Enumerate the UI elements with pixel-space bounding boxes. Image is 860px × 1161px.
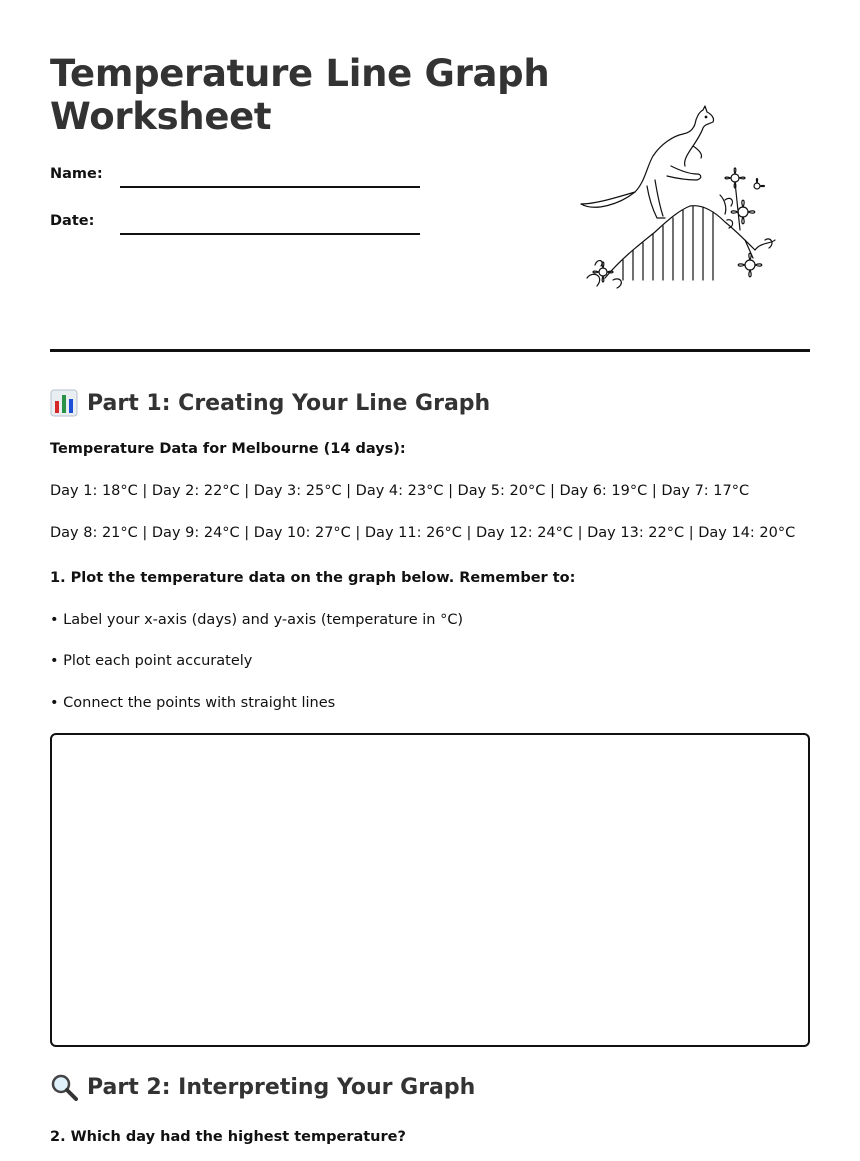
bar-chart-icon [50,389,78,417]
name-label: Name: [50,166,103,182]
date-field[interactable] [120,233,420,235]
graph-area[interactable] [50,733,810,1047]
instruction-1: 1. Plot the temperature data on the graph below. Remember to: [50,570,576,586]
part2-heading [50,1073,475,1101]
part1-title: Part 1: Creating Your Line Graph [87,390,491,416]
part2-title: Part 2: Interpreting Your Graph [87,1074,476,1100]
data-line-2: Day 8: 21°C | Day 9: 24°C | Day 10: 27°C | Day 11: 26°C | Day 12: 24°C | Day 13: 22°C | Day 14: 20°C [50,525,796,541]
section-divider [50,349,810,352]
magnifying-glass-icon [50,1073,78,1101]
bullet-plot-points: • Plot each point accurately [50,653,253,669]
name-field[interactable] [120,186,420,188]
data-heading: Temperature Data for Melbourne (14 days): [50,441,406,457]
page-title: Temperature Line Graph Worksheet [50,52,550,138]
date-label: Date: [50,213,95,229]
data-line-1: Day 1: 18°C | Day 2: 22°C | Day 3: 25°C | Day 4: 23°C | Day 5: 20°C | Day 6: 19°C | Day 7: 17°C [50,483,750,499]
bullet-connect-points: • Connect the points with straight lines [50,695,336,711]
kangaroo-illustration [575,100,785,300]
question-2: 2. Which day had the highest temperature? [50,1129,406,1145]
bullet-label-axes: • Label your x-axis (days) and y-axis (temperature in °C) [50,612,464,628]
part1-heading [50,389,490,417]
